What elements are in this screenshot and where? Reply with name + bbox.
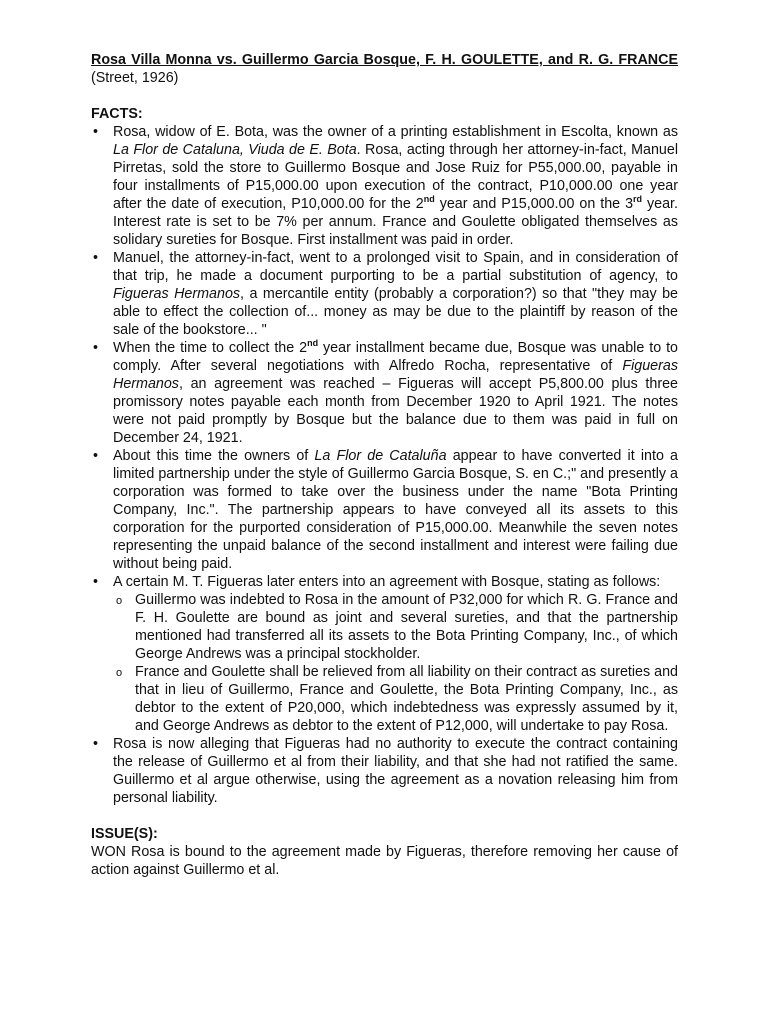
- fact-item: [91, 447, 678, 573]
- fact-text: year installment became due, Bosque was unable to to comply. After several negotiations with Alfredo Rocha, representative of: [113, 340, 678, 374]
- agreement-term-item: [113, 591, 678, 663]
- fact-text: Rosa is now alleging that Figueras had no authority to execute the contract containing the release of Guillermo et al from their liability, and that she had not ratified the same. Guillermo et al argue otherwise, using the agreement as a novation releasing him from personal liability.: [113, 736, 678, 806]
- fact-italic: La Flor de Cataluña: [314, 448, 447, 464]
- agreement-term-text: France and Goulette shall be relieved from all liability on their contract as sureties and that in lieu of Guillermo, France and Goulette, the Bota Printing Company, Inc., as debtor to the extent of P20,000, which indebtedness was expressly assumed by it, and George Andrews as debtor to the extent of P12,000, will undertake to pay Rosa.: [135, 664, 678, 734]
- fact-italic: Figueras Hermanos: [113, 286, 241, 302]
- ordinal-suffix: rd: [633, 194, 643, 205]
- case-title: [91, 51, 678, 87]
- fact-text: Rosa, widow of E. Bota, was the owner of a printing establishment in Escolta, known as: [113, 124, 678, 140]
- issue-heading: ISSUE(S):: [91, 826, 158, 842]
- document-page: [91, 51, 678, 879]
- fact-text: , a mercantile entity (probably a corporation?) so that "they may be able to effect the collection of... money as may be due to the plaintiff by reason of the sale of the bookstore... ": [113, 286, 678, 338]
- fact-text: year and P15,000.00 on the 3: [434, 196, 634, 212]
- facts-list: [91, 123, 678, 807]
- ordinal-suffix: nd: [307, 338, 319, 349]
- fact-text: A certain M. T. Figueras later enters into an agreement with Bosque, stating as follows:: [113, 574, 661, 590]
- agreement-term-text: Guillermo was indebted to Rosa in the amount of P32,000 for which R. G. France and F. H. Goulette are bound as joint and several sureties, and that the partnership mentioned had transferred all its assets to the Bota Printing Company, Inc., of which George Andrews was a principal stockholder.: [135, 592, 678, 662]
- bullet-icon: •: [93, 448, 99, 464]
- bullet-icon: •: [93, 574, 99, 590]
- fact-item: [91, 573, 678, 735]
- case-title-parties: Rosa Villa Monna vs. Guillermo Garcia Bosque, F. H. GOULETTE, and R. G. FRANCE: [91, 52, 678, 68]
- fact-item: [91, 339, 678, 447]
- bullet-icon: •: [93, 736, 99, 752]
- bullet-icon: •: [93, 340, 99, 356]
- fact-text: About this time the owners of: [113, 448, 315, 464]
- case-title-citation: (Street, 1926): [91, 70, 179, 86]
- fact-item: [91, 249, 678, 339]
- facts-heading: FACTS:: [91, 106, 143, 122]
- agreement-term-item: [113, 663, 678, 735]
- fact-item: [91, 123, 678, 249]
- sub-bullet-icon: o: [116, 667, 123, 679]
- fact-text: When the time to collect the 2: [113, 340, 308, 356]
- fact-text: . Rosa, acting through her attorney-in-fact, Manuel Pirretas, sold the store to Guillermo Bosque and Jose Ruiz for P55,000.00, payable in four installments of P15,000.00 upon execution of the contract, P10,000.00 one year after the date of execution, P10,000.00 for the 2: [113, 142, 679, 212]
- fact-item: [91, 735, 678, 807]
- fact-text: year. Interest rate is set to be 7% per annum. France and Goulette obligated themselves as solidary sureties for Bosque. First installment was paid in order.: [113, 196, 678, 248]
- bullet-icon: •: [93, 124, 99, 140]
- issue-text: WON Rosa is bound to the agreement made by Figueras, therefore removing her cause of action against Guillermo et al.: [91, 844, 678, 878]
- fact-text: appear to have converted it into a limited partnership under the style of Guillermo Garcia Bosque, S. en C.;" and presently a corporation was formed to take over the business under the name "Bota Printing Company, Inc.". The partnership appears to have conveyed all its assets to this corporation for the purported consideration of P15,000.00. Meanwhile the seven notes representing the unpaid balance of the second installment and interest were failing due without being paid.: [113, 448, 678, 572]
- fact-italic: Figueras Hermanos: [113, 358, 678, 392]
- sub-bullet-icon: o: [116, 595, 123, 607]
- fact-italic: La Flor de Cataluna, Viuda de E. Bota: [113, 142, 357, 158]
- bullet-icon: •: [93, 250, 99, 266]
- ordinal-suffix: nd: [423, 194, 435, 205]
- agreement-terms-list: [113, 591, 678, 735]
- fact-text: Manuel, the attorney-in-fact, went to a prolonged visit to Spain, and in consideration of that trip, he made a document purporting to be a partial substitution of agency, to: [113, 250, 678, 284]
- fact-text: , an agreement was reached – Figueras will accept P5,800.00 plus three promissory notes payable each month from December 1920 to April 1921. The notes were not paid promptly by Bosque but the balance due to them was paid in full on December 24, 1921.: [113, 376, 678, 446]
